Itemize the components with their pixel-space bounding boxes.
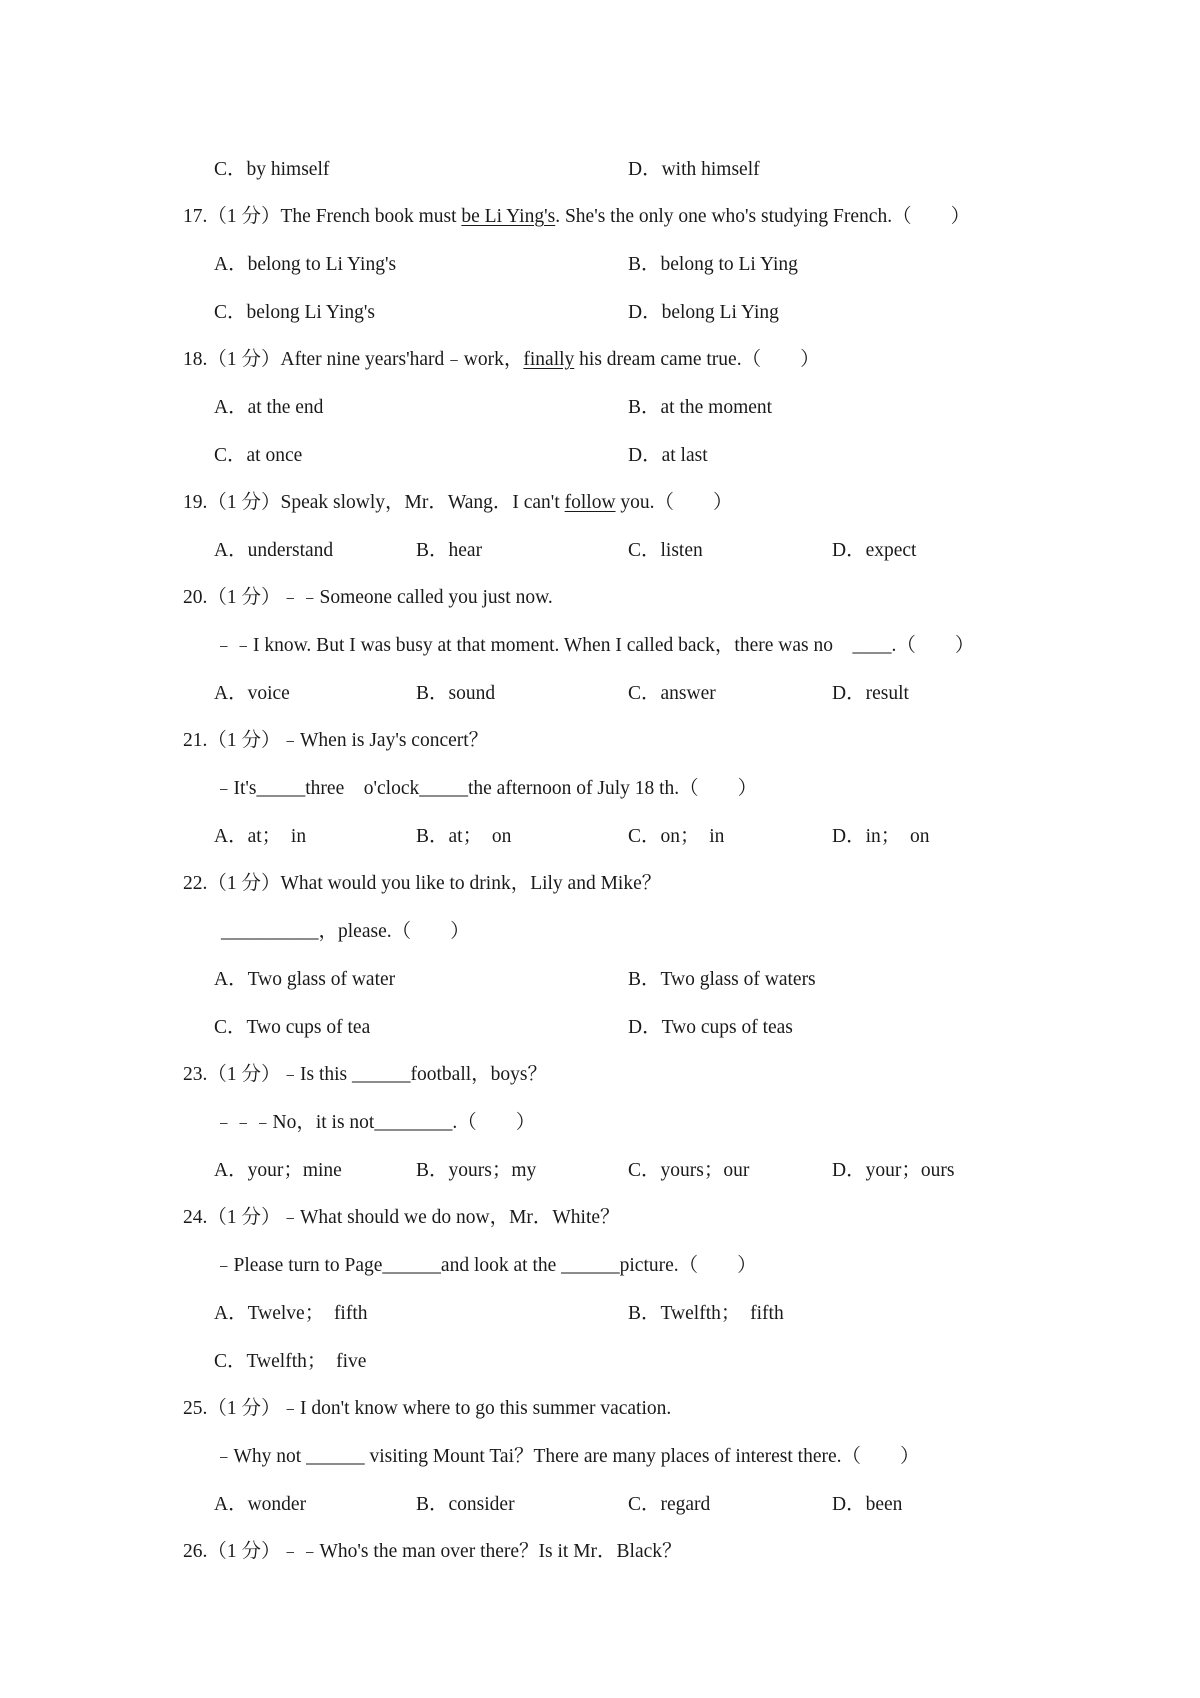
option-text: A．belong to Li Ying's — [214, 254, 397, 275]
q20-option-b — [416, 682, 495, 706]
question-24-line2 — [214, 1254, 757, 1278]
q18-option-a — [214, 396, 323, 420]
option-text: C．Two cups of tea — [214, 1017, 371, 1038]
option-text: A．Twelve； fifth — [214, 1303, 368, 1324]
question-number: 24.（1 分） — [183, 1207, 281, 1228]
question-number: 19.（1 分） — [183, 492, 281, 513]
question-text: ﹣Is this ______football，boys？ — [280, 1064, 548, 1085]
q19-option-c — [628, 539, 703, 563]
question-text: ﹣﹣I know. But I was busy at that moment. When I called back，there was no ____.（ ） — [214, 635, 975, 656]
q24-option-c — [214, 1350, 366, 1374]
underlined-phrase: be Li Ying's — [461, 206, 556, 227]
option-text: B．Twelfth； fifth — [628, 1303, 784, 1324]
option-text: A．voice — [214, 683, 290, 704]
q17-option-a — [214, 253, 396, 277]
option-text: B．at； on — [416, 826, 512, 847]
q16-option-c — [214, 158, 329, 182]
question-number: 25.（1 分） — [183, 1398, 281, 1419]
underlined-phrase: follow — [564, 492, 616, 513]
q25-option-d — [832, 1493, 902, 1517]
option-text: B．Two glass of waters — [628, 969, 816, 990]
question-number: 21.（1 分） — [183, 730, 281, 751]
option-text: D．at last — [628, 445, 708, 466]
option-text: D．belong Li Ying — [628, 302, 779, 323]
q25-option-a — [214, 1493, 306, 1517]
option-text: C．belong Li Ying's — [214, 302, 375, 323]
question-text: ﹣It's_____three o'clock_____the afternoon of July 18 th.（ ） — [214, 778, 758, 799]
option-text: B．sound — [416, 683, 496, 704]
option-text: A．your；mine — [214, 1160, 342, 1181]
question-text: What would you like to drink，Lily and Mike？ — [280, 873, 662, 894]
q18-option-b — [628, 396, 772, 420]
question-25 — [183, 1397, 671, 1421]
q21-option-c — [628, 825, 724, 849]
option-text: B．yours；my — [416, 1160, 537, 1181]
question-text: __________，please.（ ） — [221, 921, 470, 942]
question-text: ﹣Please turn to Page______and look at the ______picture.（ ） — [214, 1255, 757, 1276]
option-text: C．listen — [628, 540, 703, 561]
question-23 — [183, 1063, 547, 1087]
q24-option-b — [628, 1302, 784, 1326]
question-21 — [183, 729, 488, 753]
q20-option-a — [214, 682, 290, 706]
q19-option-b — [416, 539, 482, 563]
question-25-line2 — [214, 1445, 920, 1469]
q17-option-b — [628, 253, 798, 277]
option-text: D．your；ours — [832, 1160, 955, 1181]
option-text: D．Two cups of teas — [628, 1017, 793, 1038]
question-20-line2 — [214, 634, 974, 658]
question-24 — [183, 1206, 620, 1230]
option-text: B．belong to Li Ying — [628, 254, 798, 275]
q21-option-b — [416, 825, 511, 849]
question-text: ﹣Why not ______ visiting Mount Tai？There are many places of interest there.（ ） — [214, 1446, 920, 1467]
option-text: A．at the end — [214, 397, 324, 418]
option-text: B．consider — [416, 1494, 515, 1515]
option-text: D．result — [832, 683, 909, 704]
q22-option-d — [628, 1016, 793, 1040]
question-text: ﹣When is Jay's concert？ — [280, 730, 489, 751]
option-text: C．answer — [628, 683, 716, 704]
question-text: The French book must — [280, 206, 462, 227]
question-text: you.（ ） — [615, 492, 733, 513]
question-23-line2 — [214, 1111, 535, 1135]
question-text: ﹣﹣Who's the man over there？Is it Mr．Black？ — [280, 1541, 682, 1562]
q20-option-d — [832, 682, 909, 706]
underlined-phrase: finally — [523, 349, 575, 370]
option-text: C．by himself — [214, 159, 330, 180]
option-text: C．yours；our — [628, 1160, 750, 1181]
question-22 — [183, 872, 661, 896]
q23-option-b — [416, 1159, 536, 1183]
option-text: A．Two glass of water — [214, 969, 396, 990]
option-text: C．at once — [214, 445, 303, 466]
question-22-line2 — [221, 920, 470, 944]
question-number: 17.（1 分） — [183, 206, 281, 227]
q18-option-c — [214, 444, 302, 468]
question-number: 26.（1 分） — [183, 1541, 281, 1562]
q25-option-b — [416, 1493, 515, 1517]
option-text: A．understand — [214, 540, 334, 561]
q17-option-d — [628, 301, 779, 325]
option-text: C．regard — [628, 1494, 711, 1515]
question-19 — [183, 491, 733, 515]
option-text: C．Twelfth； five — [214, 1351, 367, 1372]
q17-option-c — [214, 301, 375, 325]
q18-option-d — [628, 444, 708, 468]
question-text: Speak slowly，Mr．Wang．I can't — [280, 492, 565, 513]
question-text: ﹣﹣﹣No，it is not________.（ ） — [214, 1112, 536, 1133]
q23-option-a — [214, 1159, 342, 1183]
q16-option-d — [628, 158, 760, 182]
q19-option-d — [832, 539, 916, 563]
question-number: 20.（1 分） — [183, 587, 281, 608]
option-text: D．with himself — [628, 159, 760, 180]
q25-option-c — [628, 1493, 710, 1517]
option-text: C．on； in — [628, 826, 725, 847]
option-text: D．in； on — [832, 826, 930, 847]
option-text: D．expect — [832, 540, 917, 561]
option-text: B．at the moment — [628, 397, 773, 418]
question-text: his dream came true.（ ） — [574, 349, 820, 370]
question-17 — [183, 205, 970, 229]
q21-option-d — [832, 825, 930, 849]
q22-option-c — [214, 1016, 370, 1040]
option-text: A．at； in — [214, 826, 307, 847]
question-20 — [183, 586, 553, 610]
q23-option-d — [832, 1159, 954, 1183]
q21-option-a — [214, 825, 306, 849]
question-text: ﹣I don't know where to go this summer vacation. — [280, 1398, 672, 1419]
question-number: 23.（1 分） — [183, 1064, 281, 1085]
option-text: D．been — [832, 1494, 903, 1515]
question-26 — [183, 1540, 682, 1564]
q24-option-a — [214, 1302, 368, 1326]
q23-option-c — [628, 1159, 749, 1183]
question-number: 22.（1 分） — [183, 873, 281, 894]
q22-option-a — [214, 968, 395, 992]
question-text: . She's the only one who's studying French.（ ） — [555, 206, 971, 227]
q22-option-b — [628, 968, 816, 992]
question-number: 18.（1 分） — [183, 349, 281, 370]
q19-option-a — [214, 539, 333, 563]
option-text: A．wonder — [214, 1494, 307, 1515]
question-text: After nine years'hard﹣work， — [280, 349, 524, 370]
question-text: ﹣What should we do now，Mr．White？ — [280, 1207, 620, 1228]
question-18 — [183, 348, 820, 372]
option-text: B．hear — [416, 540, 483, 561]
q20-option-c — [628, 682, 716, 706]
question-21-line2 — [214, 777, 757, 801]
question-text: ﹣﹣Someone called you just now. — [280, 587, 553, 608]
